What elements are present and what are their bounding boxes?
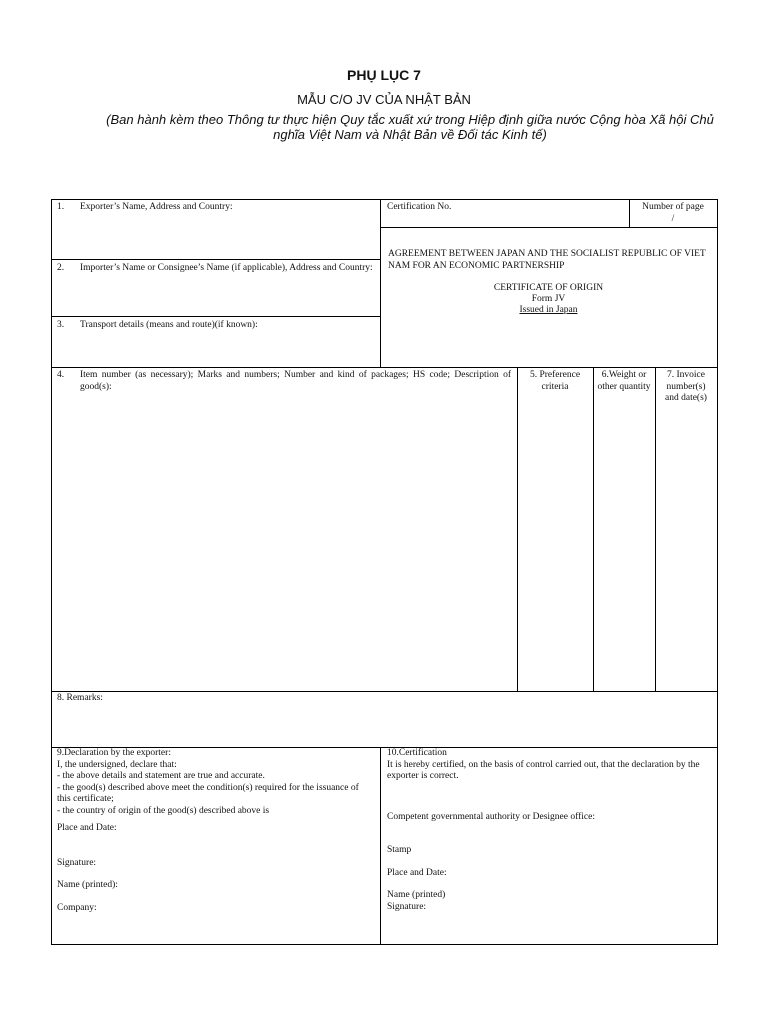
box-declaration[interactable] — [51, 747, 380, 944]
invoice-label: 7. Invoice number(s) and date(s) — [665, 370, 707, 403]
declaration-signature: Signature: — [57, 857, 97, 868]
certification-no-label: Certification No. — [387, 202, 452, 212]
issued-in — [380, 305, 717, 317]
weight-quantity-label: 6.Weight or other quantity — [597, 370, 651, 392]
certification-signature: Signature: — [387, 901, 427, 912]
box-number: 1. — [57, 202, 65, 212]
page-note: (Ban hành kèm theo Thông tư thực hiện Quy tắc xuất xứ trong Hiệp định giữa nước Cộng hòa Xã hội Chủ nghĩa Việt Nam và Nhật Bản về Đối tác Kinh tế) — [106, 112, 714, 142]
certificate-title: CERTIFICATE OF ORIGIN — [493, 283, 604, 293]
box-number-of-page[interactable] — [629, 199, 717, 227]
number-of-page-label: Number of page — [642, 202, 704, 212]
box-goods-description[interactable] — [51, 367, 517, 691]
declaration-title: 9.Declaration by the exporter: — [57, 748, 171, 758]
box-number: 3. — [57, 320, 65, 330]
certificate-heading-block — [380, 227, 717, 367]
issued-in-text: Issued in Japan — [519, 305, 578, 315]
certification-authority: Competent governmental authority or Designee office: — [387, 811, 595, 822]
page-separator: / — [671, 213, 675, 224]
form-border-right — [717, 199, 718, 945]
page-title: PHỤ LỤC 7 — [347, 67, 421, 83]
declaration-name: Name (printed): — [57, 880, 118, 890]
preference-criteria-label: 5. Preference criteria — [529, 370, 581, 392]
importer-label: Importer’s Name or Consignee’s Name (if applicable), Address and Country: — [80, 263, 373, 273]
page-subtitle: MẪU C/O JV CỦA NHẬT BẢN — [297, 92, 471, 107]
box-certification[interactable] — [380, 747, 717, 944]
goods-description-label: Item number (as necessary); Marks and numbers; Number and kind of packages; HS code; Description of good(s): — [80, 370, 511, 392]
box-number: 4. — [57, 370, 65, 380]
certification-title: 10.Certification — [387, 748, 447, 758]
form-name: Form JV — [531, 294, 566, 304]
declaration-line: - the above details and statement are true and accurate. — [57, 771, 265, 781]
certification-place-date: Place and Date: — [387, 867, 447, 878]
box-transport[interactable] — [51, 316, 380, 367]
box-invoice[interactable] — [655, 367, 717, 691]
agreement-text: AGREEMENT BETWEEN JAPAN AND THE SOCIALIST REPUBLIC OF VIET NAM FOR AN ECONOMIC PARTNERSHIP — [388, 249, 706, 271]
declaration-line: I, the undersigned, declare that: — [57, 759, 177, 770]
declaration-line: - the good(s) described above meet the condition(s) required for the issuance of this certificate; — [57, 782, 359, 804]
box-preference-criteria[interactable] — [517, 367, 593, 691]
declaration-line: - the country of origin of the good(s) described above is — [57, 805, 270, 816]
box-certification-no[interactable] — [380, 199, 629, 227]
box-exporter[interactable] — [51, 199, 380, 259]
transport-label: Transport details (means and route)(if known): — [80, 320, 258, 330]
remarks-label: 8. Remarks: — [57, 693, 103, 703]
box-remarks[interactable] — [51, 691, 717, 747]
declaration-place-date: Place and Date: — [57, 823, 117, 833]
declaration-company: Company: — [57, 902, 97, 913]
certification-name: Name (printed) — [387, 890, 446, 900]
certification-stamp: Stamp — [387, 845, 412, 855]
exporter-label: Exporter’s Name, Address and Country: — [80, 202, 233, 212]
box-number: 2. — [57, 263, 65, 273]
box-importer[interactable] — [51, 259, 380, 316]
form-border-bottom — [51, 944, 718, 945]
certification-text: It is hereby certified, on the basis of control carried out, that the declaration by the exporter is correct. — [387, 759, 700, 781]
box-weight-quantity[interactable] — [593, 367, 655, 691]
